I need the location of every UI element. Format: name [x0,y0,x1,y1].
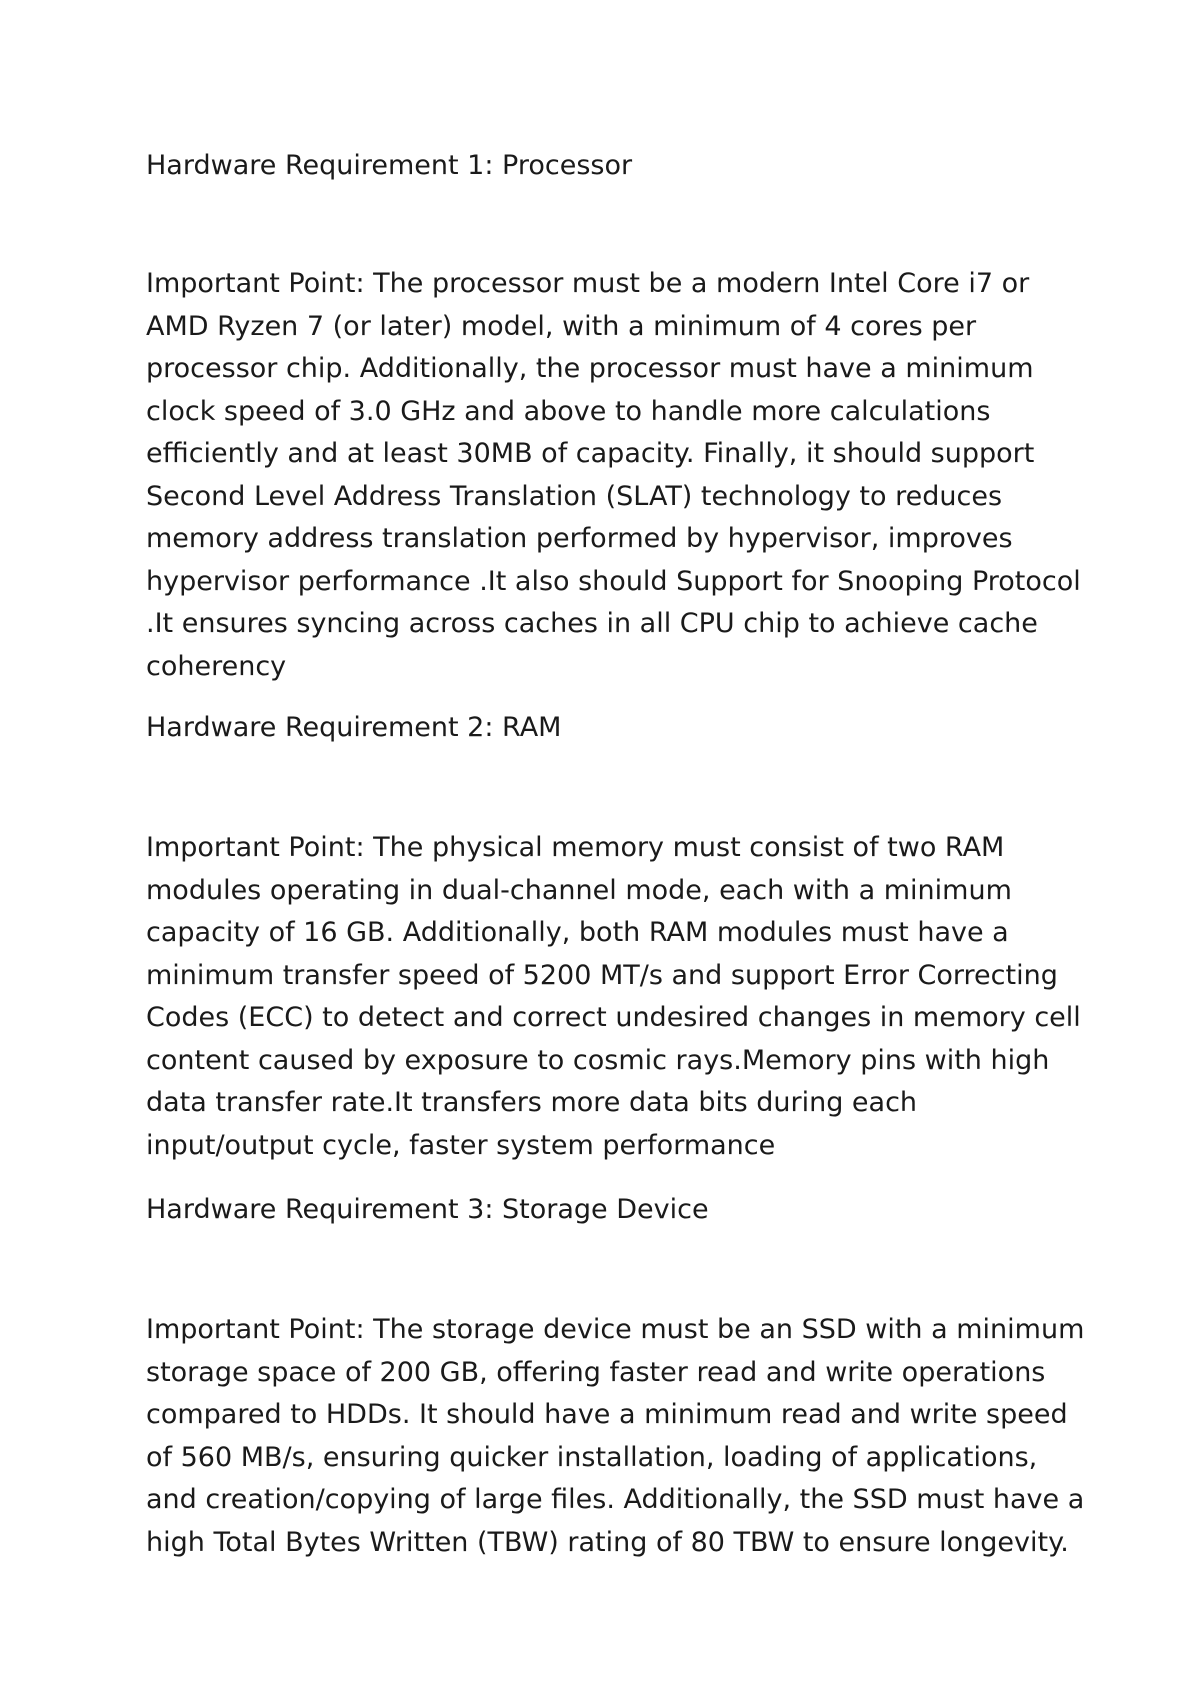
section-paragraph-ram [146,827,1081,1167]
paragraph-line: Important Point: The processor must be a modern Intel Core i7 or [146,268,1030,299]
paragraph-line: and creation/copying of large files. Additionally, the SSD must have a [146,1484,1085,1515]
paragraph-line: processor chip. Additionally, the processor must have a minimum [146,353,1034,384]
paragraph-line: .It ensures syncing across caches in all CPU chip to achieve cache [146,608,1038,639]
paragraph-line: Codes (ECC) to detect and correct undesired changes in memory cell [146,1002,1081,1033]
paragraph-line: coherency [146,650,287,682]
section-heading-storage: Hardware Requirement 3: Storage Device [146,1194,709,1225]
paragraph-line: storage space of 200 GB, offering faster read and write operations [146,1356,1046,1388]
section-heading-ram: Hardware Requirement 2: RAM [146,712,562,743]
paragraph-line: capacity of 16 GB. Additionally, both RAM modules must have a [146,917,1009,948]
paragraph-line: compared to HDDs. It should have a minimum read and write speed [146,1399,1068,1430]
section-heading-processor: Hardware Requirement 1: Processor [146,150,633,181]
paragraph-line: clock speed of 3.0 GHz and above to handle more calculations [146,395,991,427]
paragraph-line: efficiently and at least 30MB of capacity. Finally, it should support [146,438,1035,469]
paragraph-line: modules operating in dual-channel mode, each with a minimum [146,874,1012,906]
paragraph-line: hypervisor performance .It also should Support for Snooping Protocol [146,565,1081,597]
paragraph-line: input/output cycle, faster system performance [146,1129,776,1161]
paragraph-line: memory address translation performed by hypervisor, improves [146,523,1013,554]
paragraph-line: Important Point: The physical memory must consist of two RAM [146,832,1005,863]
paragraph-line: high Total Bytes Written (TBW) rating of 80 TBW to ensure longevity. [146,1526,1069,1558]
paragraph-line: of 560 MB/s, ensuring quicker installation, loading of applications, [146,1441,1038,1473]
paragraph-line: content caused by exposure to cosmic rays.Memory pins with high [146,1044,1050,1076]
paragraph-line: minimum transfer speed of 5200 MT/s and support Error Correcting [146,959,1058,991]
paragraph-line: Important Point: The storage device must be an SSD with a minimum [146,1314,1085,1345]
paragraph-line: AMD Ryzen 7 (or later) model, with a minimum of 4 cores per [146,310,977,342]
paragraph-line: data transfer rate.It transfers more data bits during each [146,1087,918,1118]
paragraph-line: Second Level Address Translation (SLAT) technology to reduces [146,480,1003,512]
section-paragraph-storage [146,1309,1085,1564]
section-paragraph-processor [146,263,1081,688]
